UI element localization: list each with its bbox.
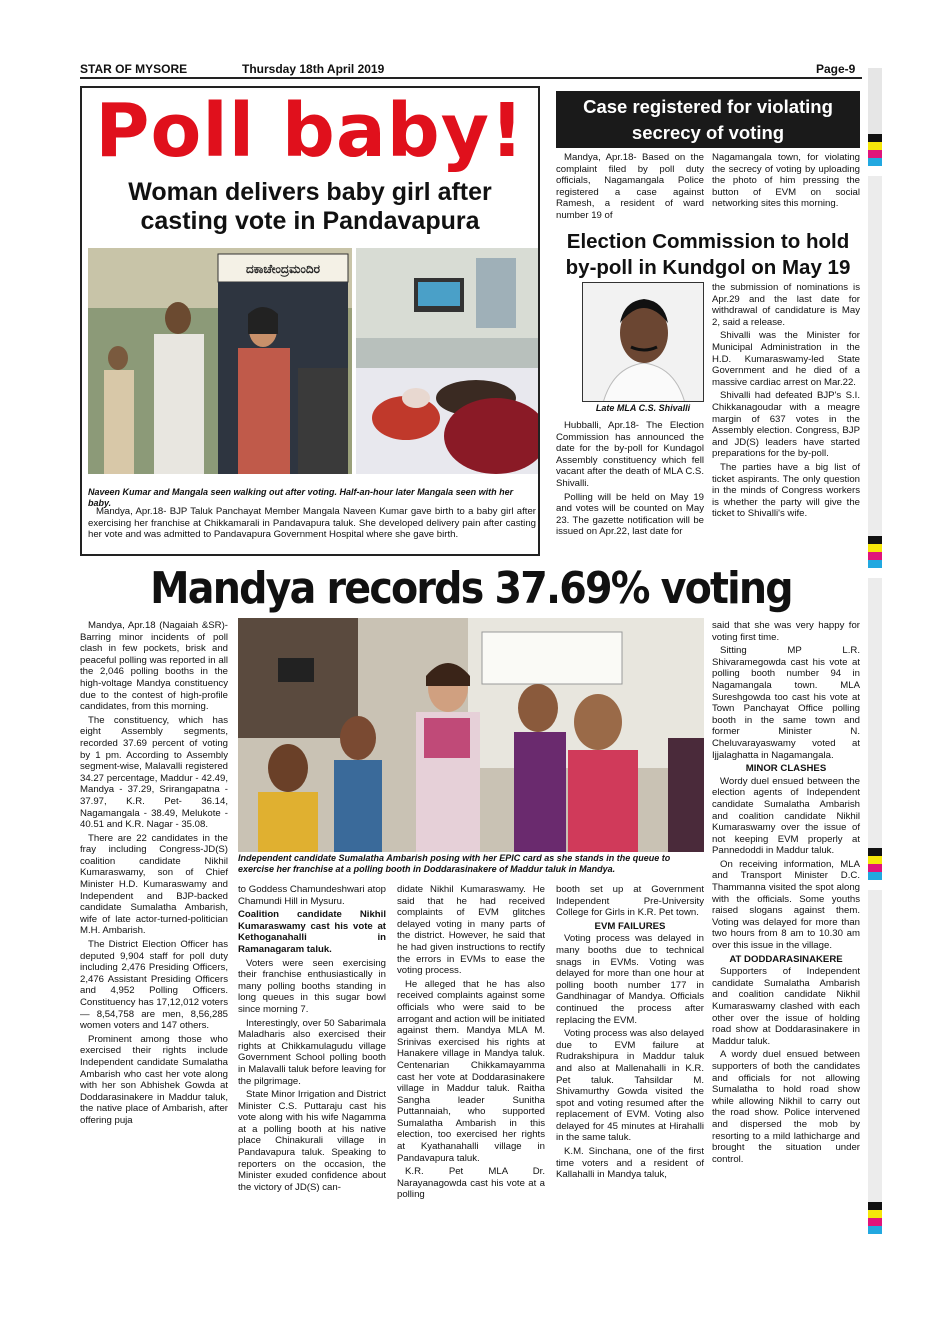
mandya-photo-caption: Independent candidate Sumalatha Ambarish posing with her EPIC card as she stands in the queue to exercise her franchise at a polling booth in Doddarasinakere of Maddur taluk in Mandya. — [238, 853, 671, 874]
paragraph: booth set up at Government Independent Pre-University College for Girls in K.R. Pet town. — [556, 884, 704, 919]
kundgol-headline: Election Commission to hold by-poll in Kundgol on May 19 — [565, 230, 851, 279]
paragraph: didate Nikhil Kumaraswamy. He said that he had received complaints of EVM glitches delayed voting in many parts of the district. However, he said that he had given instructions to rectify the errors in EVMs to ease the voting process. — [397, 884, 545, 977]
case-headline: Case registered for violating secrecy of voting — [556, 91, 860, 148]
paragraph: the submission of nominations is Apr.29 and the last date for withdrawal of candidature is May 2, said a release. — [712, 282, 860, 328]
paragraph: The parties have a big list of ticket aspirants. The only question in the minds of Congress workers is whether the party will give the ticket to Shivalli's wife. — [712, 461, 860, 520]
registration-strip — [868, 68, 882, 134]
mandya-col2 — [238, 884, 386, 1195]
mandya-col3 — [397, 884, 545, 1203]
bold-paragraph: Coalition candidate Nikhil Kumaraswamy cast his vote at Kethoganahalli in Ramanagaram taluk. — [238, 909, 386, 955]
paragraph: K.M. Sinchana, one of the first time voters and a resident of Kallahalli in Mandya taluk, — [556, 1146, 704, 1181]
paragraph: The constituency, which has eight Assembly segments, recorded 37.69 percent of voting by 1 pm. According to Assembly segment-wise, Malavalli registered 34.27 percentage, Maddur - 42.49, Mandya - 37.29, Srirangapatna - 37.97, K.R. Pet- 36.14, Nagamangala - 38.49, Melukote - 40.51 and K.R. Nagar - 35.08. — [80, 714, 228, 831]
paragraph: Voting process was delayed in many booths due to technical snags in EVMs. Voting was delayed for more than one hour at polling booth number 177 in Gandhinagar of Mandya. Officials continued the process after replacing the EVM. — [556, 933, 704, 1026]
photo-shivalli — [582, 282, 704, 402]
paragraph: Voting process was also delayed due to EVM failure at Rudrakshipura in Maddur taluk and also at Mallenahalli in K.R. Pet taluk. Tahsildar M. Shivamurthy Gowda visited the spot and voting resumed after the replacement of EVM. Voting also delayed for 45 minutes at Hirahalli in the same taluk. — [556, 1028, 704, 1144]
kundgol-photo-caption: Late MLA C.S. Shivalli — [595, 403, 691, 413]
kundgol-col2 — [712, 282, 860, 522]
paragraph: On receiving information, MLA and Transport Minister D.C. Thammanna visited the spot along with the officials. Some youths raised slogans against them. Voting was delayed for more than two hours from 8 am to 10.30 am over this issue in the village. — [712, 858, 860, 952]
paragraph: Mandya, Apr.18 (Nagaiah &SR)- Barring minor incidents of poll clash in few pockets, brisk and peaceful polling was reported in all the 2,046 polling booths in the high-voltage Mandya constituency due to the contest of high-profile candidates, from this morning. — [80, 620, 228, 713]
mandya-headline: Mandya records 37.69% voting — [150, 563, 792, 614]
poll-baby-subhead: Woman delivers baby girl after casting vote in Pandavapura — [128, 178, 492, 235]
poll-baby-headline: Poll baby! — [95, 88, 525, 174]
color-bar — [868, 848, 882, 880]
color-bar — [868, 536, 882, 568]
paragraph: There are 22 candidates in the fray including Congress-JD(S) coalition candidate Nikhil Kumaraswamy, son of Chief Minister H.D. Kumaraswamy and Independent and BJP-backed candidate Sumalatha Ambarish, wife of late actor-turned-politician M.H. Ambarish. — [80, 832, 228, 937]
registration-strip — [868, 890, 882, 1202]
color-bar — [868, 134, 882, 166]
photo-sumalatha — [238, 618, 704, 852]
paragraph: Polling will be held on May 19 and votes will be counted on May 23. The gazette notification will be issued on Apr.22, last date for — [556, 491, 704, 538]
masthead-rule — [80, 77, 862, 79]
case-col2: Nagamangala town, for violating the secrecy of voting by uploading the photo of him pressing the button of EVM on social networking sites this morning. — [712, 152, 860, 210]
mandya-col4 — [556, 884, 704, 1183]
subheading-evm-failures: EVM FAILURES — [594, 920, 666, 932]
mandya-col1 — [80, 620, 228, 1129]
kundgol-col1 — [556, 420, 704, 540]
photo-couple-voting — [88, 248, 352, 474]
paragraph: Shivalli was the Minister for Municipal Administration in the H.D. Kumaraswamy-led State Government and he died of a massive cardiac arrest on Mar.22. — [712, 330, 860, 388]
paragraph: He alleged that he has also received complaints against some officials who were said to be arrogant and action will be initiated against them. Mandya MLA M. Srinivas exercised his rights at Hanakere village in Mandya taluk. Centenarian Chikkamayamma cast her vote at Doddarasinakere village in Maddur taluk. Raitha Sangha leader Sunitha Puttannaiah, who supported Sumalatha Ambarish in this election, too exercised her rights at Kyathanahalli village in Pandavapura taluk. — [397, 978, 545, 1164]
paragraph: Wordy duel ensued between the election agents of Independent candidate Sumalatha Ambarish and coalition candidate Nikhil Kumaraswamy over the issue of not keeping EVM properly at Pannedoddi in Maddur taluk. — [712, 775, 860, 857]
paragraph: to Goddess Chamundeshwari atop Chamundi Hill in Mysuru. — [238, 884, 386, 907]
paragraph: Supporters of Independent candidate Sumalatha Ambarish and coalition candidate Nikhil Kumaraswamy clashed with each other over the issue of holding road show at Doddarasinakere in Maddur taluk. — [712, 966, 860, 1047]
paragraph: Prominent among those who exercised their rights include Independent candidate Sumalatha Ambarish who cast her vote along with her son Abhishek Gowda at Doddarasinakere in Maddur taluk, the native place of Ambarish, after offering puja — [80, 1033, 228, 1126]
subheading-minor-clashes: MINOR CLASHES — [745, 763, 827, 775]
case-col1: Mandya, Apr.18- Based on the complaint filed by poll duty officials, Nagamangala Police registered a case against Ramesh, a resident of ward number 19 of — [556, 152, 704, 221]
poll-baby-box — [80, 86, 540, 556]
mandya-col5 — [712, 620, 860, 1167]
color-bar — [868, 1202, 882, 1234]
paragraph: Voters were seen exercising their franchise enthusiastically in many polling booths standing in long queues in this sugar bowl since morning 7. — [238, 957, 386, 1015]
registration-strip — [868, 578, 882, 848]
paragraph: said that she was very happy for voting first time. — [712, 620, 860, 643]
masthead-date: Thursday 18th April 2019 — [242, 62, 385, 76]
photo-sign-text: ದಕಾಚೇಂದ್ರಮಂದಿರ — [246, 262, 320, 276]
registration-strip — [868, 176, 882, 536]
paragraph: State Minor Irrigation and District Minister C.S. Puttaraju cast his vote along with his wife Nagamma at a polling booth at his native place Chinakurali village in Pandavapura taluk. Speaking to reporters on the occasion, the Minister exuded confidence about the victory of JD(S) can- — [238, 1089, 386, 1193]
poll-baby-caption: Naveen Kumar and Mangala seen walking out after voting. Half-an-hour later Mangala seen with her baby. — [88, 487, 514, 508]
paragraph: Interestingly, over 50 Sabarimala Maladharis also exercised their rights at Chikkamulagudu village Government School polling booth in Malavalli taluk before leaving for the pilgrimage. — [238, 1017, 386, 1087]
paragraph: A wordy duel ensued between supporters of both the candidates and officials for not allowing Sumalatha to hold road show while allowing Nikhil to carry out the road show. Police intervened and dispersed the mob by resorting to a mild lathicharge and brought the situation under control. — [712, 1049, 860, 1165]
photo-hospital-baby — [356, 248, 538, 474]
subheading-doddarasinakere: AT DODDARASINAKERE — [729, 953, 843, 965]
paragraph: Shivalli had defeated BJP's S.I. Chikkanagoudar with a meagre margin of 637 votes in the Assembly election. Congress, BJP and JD(S) leaders have started preparations for the by-poll. — [712, 390, 860, 460]
paragraph: The District Election Officer has deputed 9,904 staff for poll duty including 2,476 Presiding Officers, 2,476 Assistant Presiding Officers and 4,952 Polling Officers. Constituency has 17,12,012 voters — 8,54,758 are men, 8,56,285 women voters and 147 others. — [80, 939, 228, 1032]
masthead-paper: STAR OF MYSORE — [80, 62, 188, 76]
masthead-page: Page-9 — [816, 62, 856, 76]
paragraph: Sitting MP L.R. Shivaramegowda cast his vote at polling booth number 94 in Nagamangala town. MLA Sureshgowda too cast his vote at Town Panchayat Office polling booth in the same town and former Minister N. Cheluvarayaswamy voted at Ijjalaghatta in Nagamangala. — [712, 645, 860, 761]
paragraph: K.R. Pet MLA Dr. Narayanagowda cast his vote at a polling — [397, 1166, 545, 1201]
poll-baby-body: Mandya, Apr.18- BJP Taluk Panchayat Member Mangala Naveen Kumar gave birth to a baby girl after exercising her franchise at Chikkamarali in Pandavapura taluk. She developed delivery pain after casting her vote and was admitted to Pandavapura Government Hospital where she gave birth. — [88, 506, 536, 541]
paragraph: Hubballi, Apr.18- The Election Commission has announced the date for the by-poll for Kundagol Assembly constituency which fell vacant after the death of MLA C.S. Shivalli. — [556, 420, 704, 489]
